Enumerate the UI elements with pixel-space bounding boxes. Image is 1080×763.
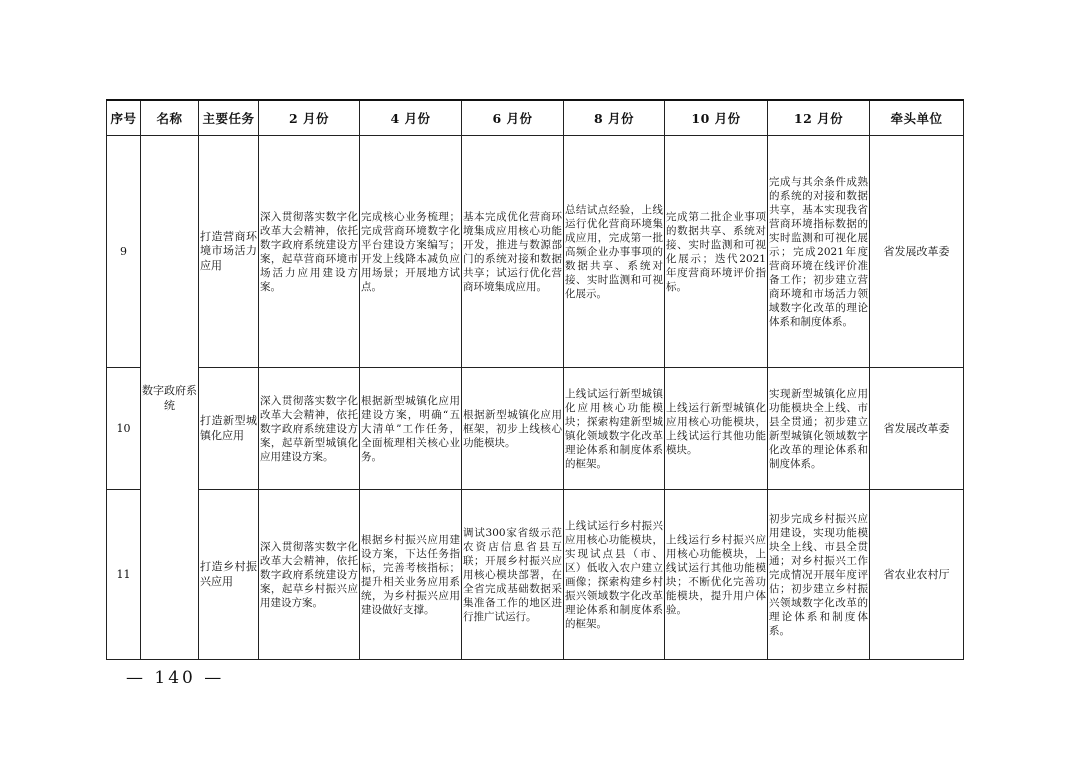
- oct-cell: 上线运行乡村振兴应用核心功能模块，上线试运行其他功能模块；不断优化完善功能模块，提升用户体验。: [665, 490, 768, 660]
- dec-cell: 初步完成乡村振兴应用建设，实现功能模块全上线、市县全贯通；对乡村振兴工作完成情况开展年度评估；初步建立乡村振兴领域数字化改革的理论体系和制度体系。: [768, 490, 870, 660]
- feb-cell: 深入贯彻落实数字化改革大会精神，依托数字政府系统建设方案，起草新型城镇化应用建设方案。: [259, 368, 360, 490]
- task-cell: 打造新型城镇化应用: [199, 368, 259, 490]
- apr-cell: 根据新型城镇化应用建设方案，明确“五大清单”工作任务，全面梳理相关核心业务。: [360, 368, 462, 490]
- table-row: [107, 368, 964, 490]
- lead-unit-cell: 省发展改革委: [870, 368, 964, 490]
- apr-cell: 完成核心业务梳理；完成营商环境数字化平台建设方案编写；开发上线降本减负应用场景；开展地方试点。: [360, 136, 462, 368]
- table-row: [107, 136, 964, 368]
- row-number: 11: [107, 490, 141, 660]
- row-number: 9: [107, 136, 141, 368]
- oct-cell: 完成第二批企业事项的数据共享、系统对接、实时监测和可视化展示；迭代2021年度营商环境评价指标。: [665, 136, 768, 368]
- header-aug: 8 月份: [564, 100, 665, 136]
- header-apr: 4 月份: [360, 100, 462, 136]
- header-dec: 12 月份: [768, 100, 870, 136]
- jun-cell: 调试300家省级示范农资店信息省县互联；开展乡村振兴应用核心模块部署，在全省完成基础数据采集准备工作的地区进行推广试运行。: [462, 490, 564, 660]
- table-row: [107, 490, 964, 660]
- aug-cell: 上线试运行新型城镇化应用核心功能模块；探索构建新型城镇化领域数字化改革理论体系和制度体系的框架。: [564, 368, 665, 490]
- jun-cell: 根据新型城镇化应用框架，初步上线核心功能模块。: [462, 368, 564, 490]
- lead-unit-cell: 省农业农村厅: [870, 490, 964, 660]
- feb-cell: 深入贯彻落实数字化改革大会精神，依托数字政府系统建设方案，起草营商环境市场活力应用建设方案。: [259, 136, 360, 368]
- dec-cell: 实现新型城镇化应用功能模块全上线、市县全贯通；初步建立新型城镇化领域数字化改革的理论体系和制度体系。: [768, 368, 870, 490]
- header-oct: 10 月份: [665, 100, 768, 136]
- aug-cell: 总结试点经验，上线运行优化营商环境集成应用，完成第一批高频企业办事事项的数据共享、系统对接、实时监测和可视化展示。: [564, 136, 665, 368]
- row-number: 10: [107, 368, 141, 490]
- oct-cell: 上线运行新型城镇化应用核心功能模块，上线试运行其他功能模块。: [665, 368, 768, 490]
- apr-cell: 根据乡村振兴应用建设方案，下达任务指标，完善考核指标；提升相关业务应用系统，为乡村振兴应用建设做好支撑。: [360, 490, 462, 660]
- task-cell: 打造营商环境市场活力应用: [199, 136, 259, 368]
- header-feb: 2 月份: [259, 100, 360, 136]
- header-jun: 6 月份: [462, 100, 564, 136]
- jun-cell: 基本完成优化营商环境集成应用核心功能开发，推进与数源部门的系统对接和数据共享；试运行优化营商环境集成应用。: [462, 136, 564, 368]
- task-cell: 打造乡村振兴应用: [199, 490, 259, 660]
- header-name: 名称: [141, 100, 199, 136]
- aug-cell: 上线试运行乡村振兴应用核心功能模块，实现试点县（市、区）低收入农户建立画像；探索构建乡村振兴领域数字化改革理论体系和制度体系的框架。: [564, 490, 665, 660]
- lead-unit-cell: 省发展改革委: [870, 136, 964, 368]
- header-no: 序号: [107, 100, 141, 136]
- plan-table: [106, 99, 964, 660]
- header-row: [107, 100, 964, 136]
- header-lead: 牵头单位: [870, 100, 964, 136]
- feb-cell: 深入贯彻落实数字化改革大会精神，依托数字政府系统建设方案，起草乡村振兴应用建设方案。: [259, 490, 360, 660]
- header-task: 主要任务: [199, 100, 259, 136]
- group-name: 数字政府系统: [141, 136, 199, 660]
- dec-cell: 完成与其余条件成熟的系统的对接和数据共享，基本实现我省营商环境指标数据的实时监测和可视化展示；完成2021年度营商环境在线评价准备工作；初步建立营商环境和市场活力领域数字化改革的理论体系和制度体系。: [768, 136, 870, 368]
- page-number: — 140 —: [126, 668, 225, 688]
